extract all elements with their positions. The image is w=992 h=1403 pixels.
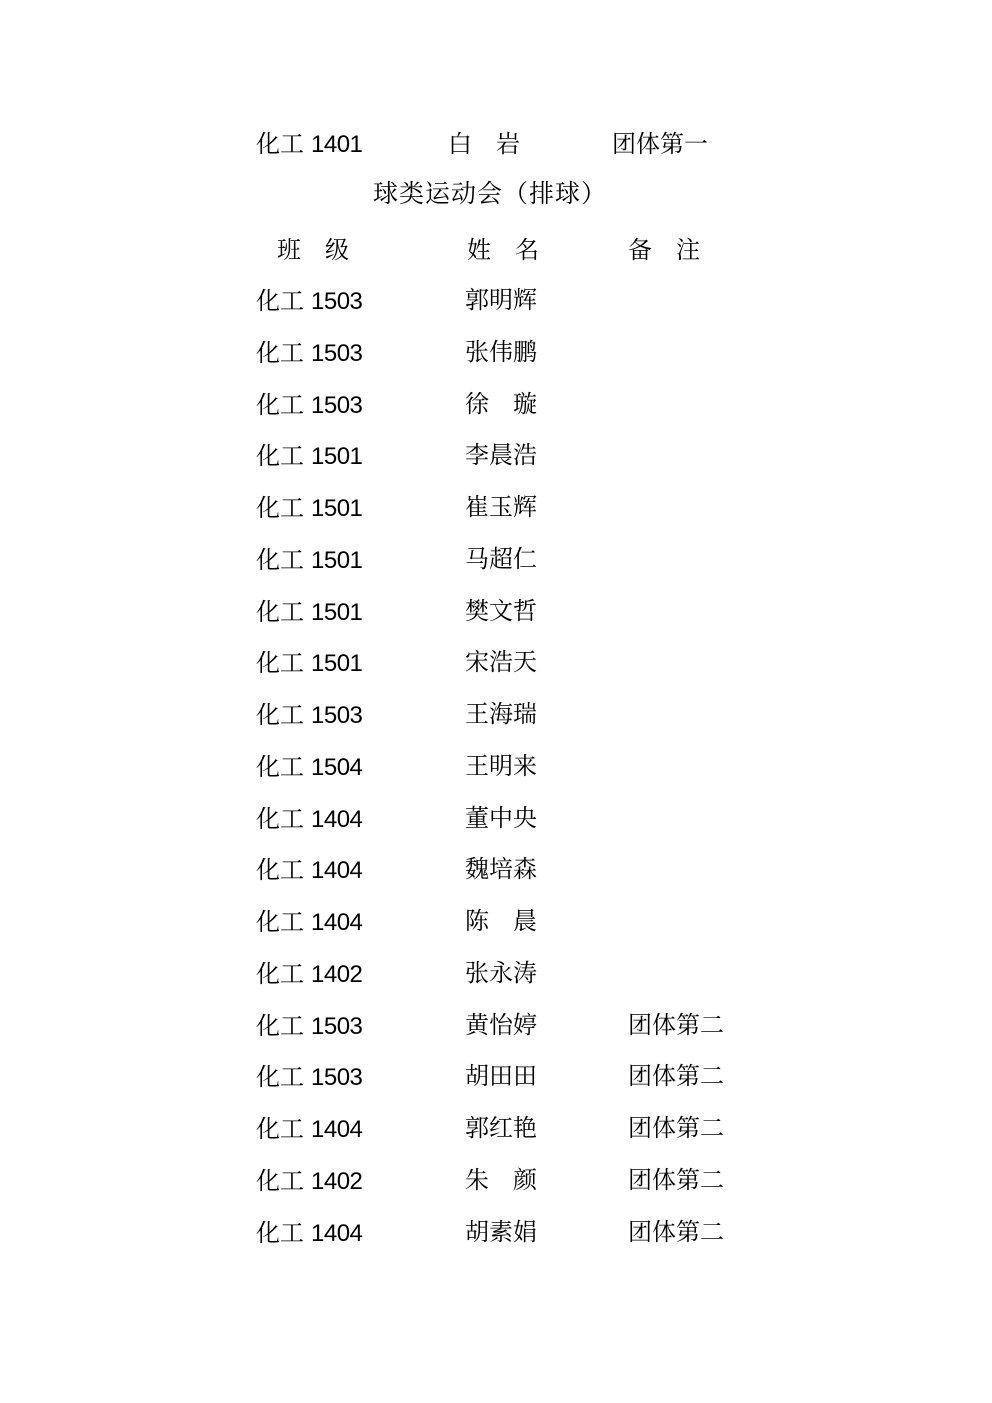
class-cell (256, 276, 362, 329)
name-cell: 崔玉辉 (465, 495, 537, 522)
name-cell: 白 岩 (448, 132, 520, 158)
class-name-text: 化工 (256, 444, 304, 471)
class-cell (256, 328, 362, 381)
roster-table (0, 276, 992, 1260)
class-cell (256, 794, 362, 847)
table-row (0, 1208, 992, 1260)
class-number-text: 1401 (311, 131, 363, 158)
class-name-text: 化工 (256, 289, 304, 315)
section-title: 球类运动会（排球） (372, 181, 607, 208)
table-row (0, 1052, 992, 1104)
class-name-text: 化工 (256, 1220, 304, 1247)
class-name-text: 化工 (256, 858, 304, 885)
table-row (0, 949, 992, 1001)
class-number-text: 1501 (311, 598, 363, 626)
class-cell (256, 897, 362, 950)
class-cell (256, 690, 362, 743)
name-cell: 朱 颜 (465, 1168, 537, 1195)
class-name-text: 化工 (256, 599, 304, 626)
header-name: 姓 名 (467, 238, 539, 264)
name-cell: 黄怡婷 (465, 1012, 537, 1039)
class-cell (256, 638, 362, 691)
class-cell (256, 949, 362, 1002)
table-row (0, 328, 992, 380)
class-cell (256, 119, 362, 171)
remark-cell: 团体第二 (628, 1012, 724, 1039)
name-cell: 徐 璇 (465, 391, 537, 418)
class-name-text: 化工 (256, 961, 304, 988)
class-name-text: 化工 (256, 1013, 304, 1040)
table-row (0, 483, 992, 535)
header-remark: 备 注 (628, 238, 700, 264)
class-number-text: 1501 (311, 546, 363, 574)
name-cell: 马超仁 (465, 546, 537, 573)
class-cell (256, 1052, 362, 1105)
remark-cell: 团体第二 (628, 1116, 724, 1143)
class-number-text: 1503 (311, 339, 363, 367)
table-row (0, 638, 992, 690)
table-row (0, 276, 992, 328)
leading-entry-row (0, 119, 992, 171)
class-cell (256, 845, 362, 898)
class-cell (256, 535, 362, 588)
name-cell: 王明来 (465, 753, 537, 780)
class-number-text: 1501 (311, 650, 363, 678)
table-row (0, 1104, 992, 1156)
class-name-text: 化工 (256, 703, 304, 730)
class-number-text: 1402 (311, 960, 363, 988)
class-number-text: 1503 (311, 391, 363, 419)
header-class: 班 级 (277, 238, 349, 264)
class-number-text: 1404 (311, 1116, 363, 1144)
class-number-text: 1504 (311, 753, 363, 781)
table-row (0, 897, 992, 949)
class-number-text: 1501 (311, 495, 363, 523)
name-cell: 张永涛 (465, 960, 537, 987)
name-cell: 李晨浩 (465, 443, 537, 470)
table-row (0, 742, 992, 794)
class-number-text: 1503 (311, 1064, 363, 1092)
class-number-text: 1404 (311, 909, 363, 937)
class-cell (256, 380, 362, 433)
class-cell (256, 483, 362, 536)
class-cell (256, 587, 362, 640)
class-cell (256, 1208, 362, 1261)
class-number-text: 1402 (311, 1168, 363, 1196)
class-number-text: 1501 (311, 443, 363, 471)
table-row (0, 845, 992, 897)
class-name-text: 化工 (256, 1065, 304, 1092)
name-cell: 董中央 (465, 805, 537, 832)
name-cell: 郭明辉 (465, 288, 537, 314)
table-header-row (0, 225, 992, 277)
name-cell: 魏培森 (465, 857, 537, 884)
class-cell (256, 1156, 362, 1209)
class-cell (256, 431, 362, 484)
name-cell: 陈 晨 (465, 909, 537, 936)
name-cell: 胡田田 (465, 1064, 537, 1091)
class-name-text: 化工 (256, 910, 304, 937)
class-name-text: 化工 (256, 392, 304, 419)
remark-cell: 团体第二 (628, 1064, 724, 1091)
class-name-text: 化工 (256, 496, 304, 523)
class-name-text: 化工 (256, 132, 304, 158)
class-name-text: 化工 (256, 806, 304, 833)
table-row (0, 690, 992, 742)
class-name-text: 化工 (256, 1169, 304, 1196)
class-name-text: 化工 (256, 651, 304, 678)
table-row (0, 535, 992, 587)
class-number-text: 1503 (311, 1012, 363, 1040)
class-number-text: 1404 (311, 857, 363, 885)
table-row (0, 431, 992, 483)
class-number-text: 1404 (311, 1219, 363, 1247)
class-cell (256, 1104, 362, 1157)
remark-cell: 团体第二 (628, 1168, 724, 1195)
remark-cell: 团体第一 (612, 132, 708, 158)
table-row (0, 794, 992, 846)
name-cell: 宋浩天 (465, 650, 537, 677)
table-row (0, 380, 992, 432)
name-cell: 胡素娟 (465, 1219, 537, 1246)
class-cell (256, 1001, 362, 1054)
name-cell: 郭红艳 (465, 1116, 537, 1143)
name-cell: 王海瑞 (465, 702, 537, 729)
class-number-text: 1503 (311, 702, 363, 730)
class-name-text: 化工 (256, 1117, 304, 1144)
remark-cell: 团体第二 (628, 1219, 724, 1246)
class-name-text: 化工 (256, 547, 304, 574)
class-name-text: 化工 (256, 340, 304, 367)
class-number-text: 1503 (311, 288, 363, 315)
class-cell (256, 742, 362, 795)
name-cell: 樊文哲 (465, 598, 537, 625)
table-row (0, 1001, 992, 1053)
table-row (0, 587, 992, 639)
table-row (0, 1156, 992, 1208)
class-number-text: 1404 (311, 805, 363, 833)
name-cell: 张伟鹏 (465, 339, 537, 366)
class-name-text: 化工 (256, 754, 304, 781)
